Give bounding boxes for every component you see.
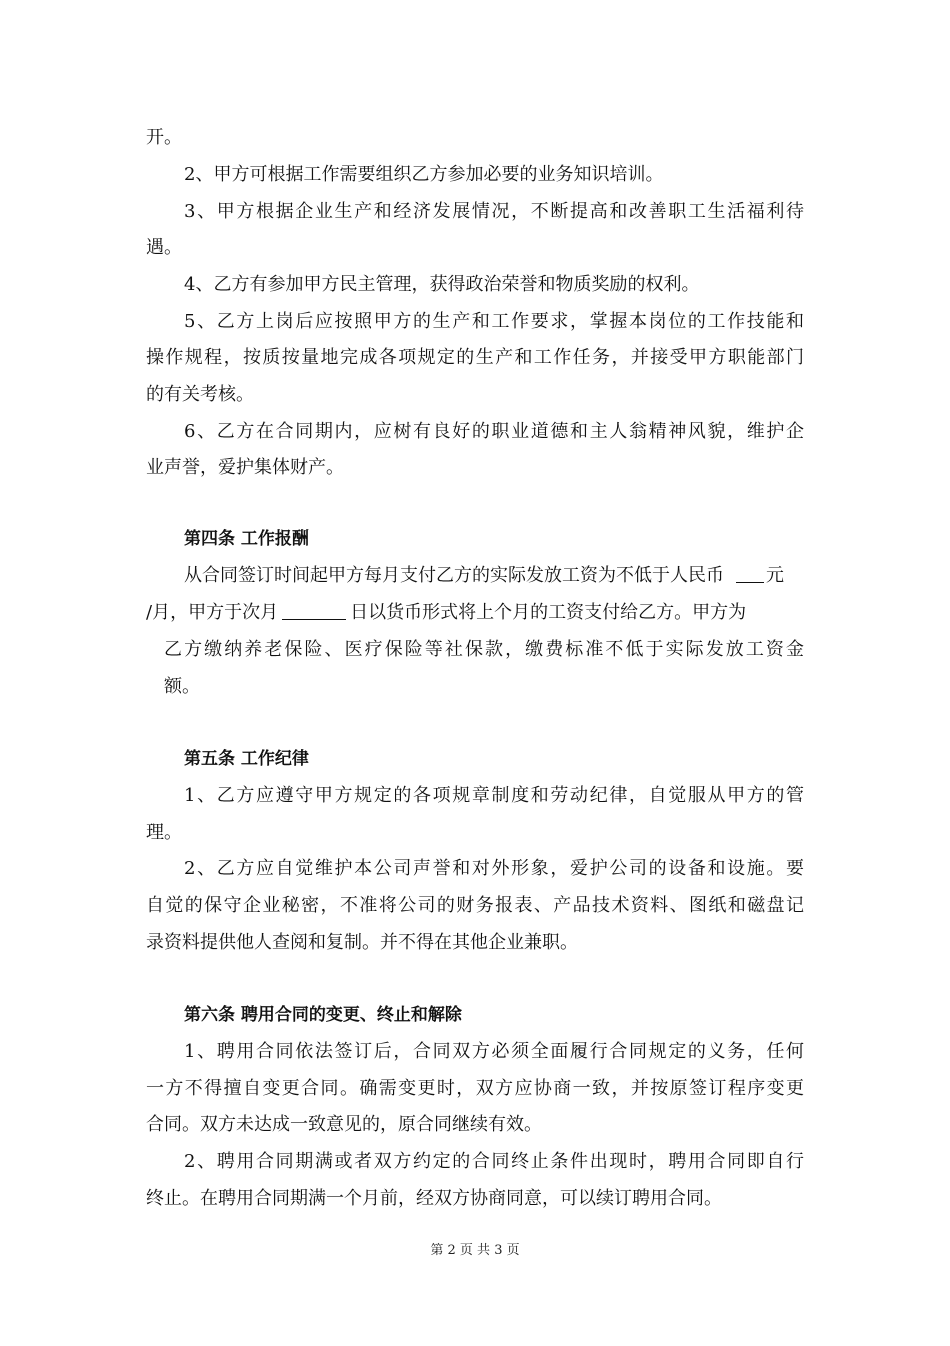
paragraph-line: 4、乙方有参加甲方民主管理，获得政治荣誉和物质奖励的权利。 — [184, 274, 700, 295]
wage-line-2 — [146, 601, 804, 625]
wage-line-1 — [184, 564, 804, 588]
blank-day — [282, 601, 346, 620]
wage-text: 从合同签订时间起甲方每月支付乙方的实际发放工资为不低于人民币 — [184, 565, 724, 586]
paragraph-line: 1、乙方应遵守甲方规定的各项规章制度和劳动纪律，自觉服从甲方的管 — [184, 785, 804, 806]
paragraph-line: 录资料提供他人查阅和复制。并不得在其他企业兼职。 — [146, 932, 578, 953]
paragraph-line: 额。 — [164, 676, 200, 697]
paragraph-line: 2、乙方应自觉维护本公司声誉和对外形象，爱护公司的设备和设施。要 — [184, 858, 804, 879]
paragraph-line: 5、乙方上岗后应按照甲方的生产和工作要求，掌握本岗位的工作技能和 — [184, 311, 804, 332]
section-heading: 第六条 聘用合同的变更、终止和解除 — [184, 1005, 462, 1025]
paragraph-line: 一方不得擅自变更合同。确需变更时，双方应协商一致，并按原签订程序变更 — [146, 1078, 804, 1099]
paragraph-line: 业声誉，爱护集体财产。 — [146, 457, 344, 478]
wage-text: /月，甲方于次月 — [146, 602, 279, 623]
paragraph-line: 2、甲方可根据工作需要组织乙方参加必要的业务知识培训。 — [184, 164, 664, 185]
paragraph-line: 操作规程，按质按量地完成各项规定的生产和工作任务，并接受甲方职能部门 — [146, 347, 804, 368]
wage-text: 元 — [766, 565, 784, 586]
section-heading: 第四条 工作报酬 — [184, 529, 309, 549]
paragraph-line: 2、聘用合同期满或者双方约定的合同终止条件出现时，聘用合同即自行 — [184, 1151, 804, 1172]
section-heading: 第五条 工作纪律 — [184, 749, 309, 769]
paragraph-line: 合同。双方未达成一致意见的，原合同继续有效。 — [146, 1114, 542, 1135]
paragraph-line: 遇。 — [146, 237, 182, 258]
paragraph-line: 理。 — [146, 822, 182, 843]
paragraph-line: 1、聘用合同依法签订后，合同双方必须全面履行合同规定的义务，任何 — [184, 1041, 804, 1062]
paragraph-line: 的有关考核。 — [146, 384, 254, 405]
paragraph-line: 自觉的保守企业秘密，不准将公司的财务报表、产品技术资料、图纸和磁盘记 — [146, 895, 804, 916]
wage-text: 日以货币形式将上个月的工资支付给乙方。甲方为 — [350, 602, 747, 623]
paragraph-line: 终止。在聘用合同期满一个月前，经双方协商同意，可以续订聘用合同。 — [146, 1188, 722, 1209]
paragraph-line: 开。 — [146, 127, 182, 148]
paragraph-line: 3、甲方根据企业生产和经济发展情况，不断提高和改善职工生活福利待 — [184, 201, 804, 222]
paragraph-line: 乙方缴纳养老保险、医疗保险等社保款，缴费标准不低于实际发放工资金 — [164, 639, 804, 660]
blank-amount — [736, 564, 764, 583]
page-footer: 第 2 页 共 3 页 — [430, 1243, 520, 1258]
paragraph-line: 6、乙方在合同期内，应树有良好的职业道德和主人翁精神风貌，维护企 — [184, 421, 804, 442]
